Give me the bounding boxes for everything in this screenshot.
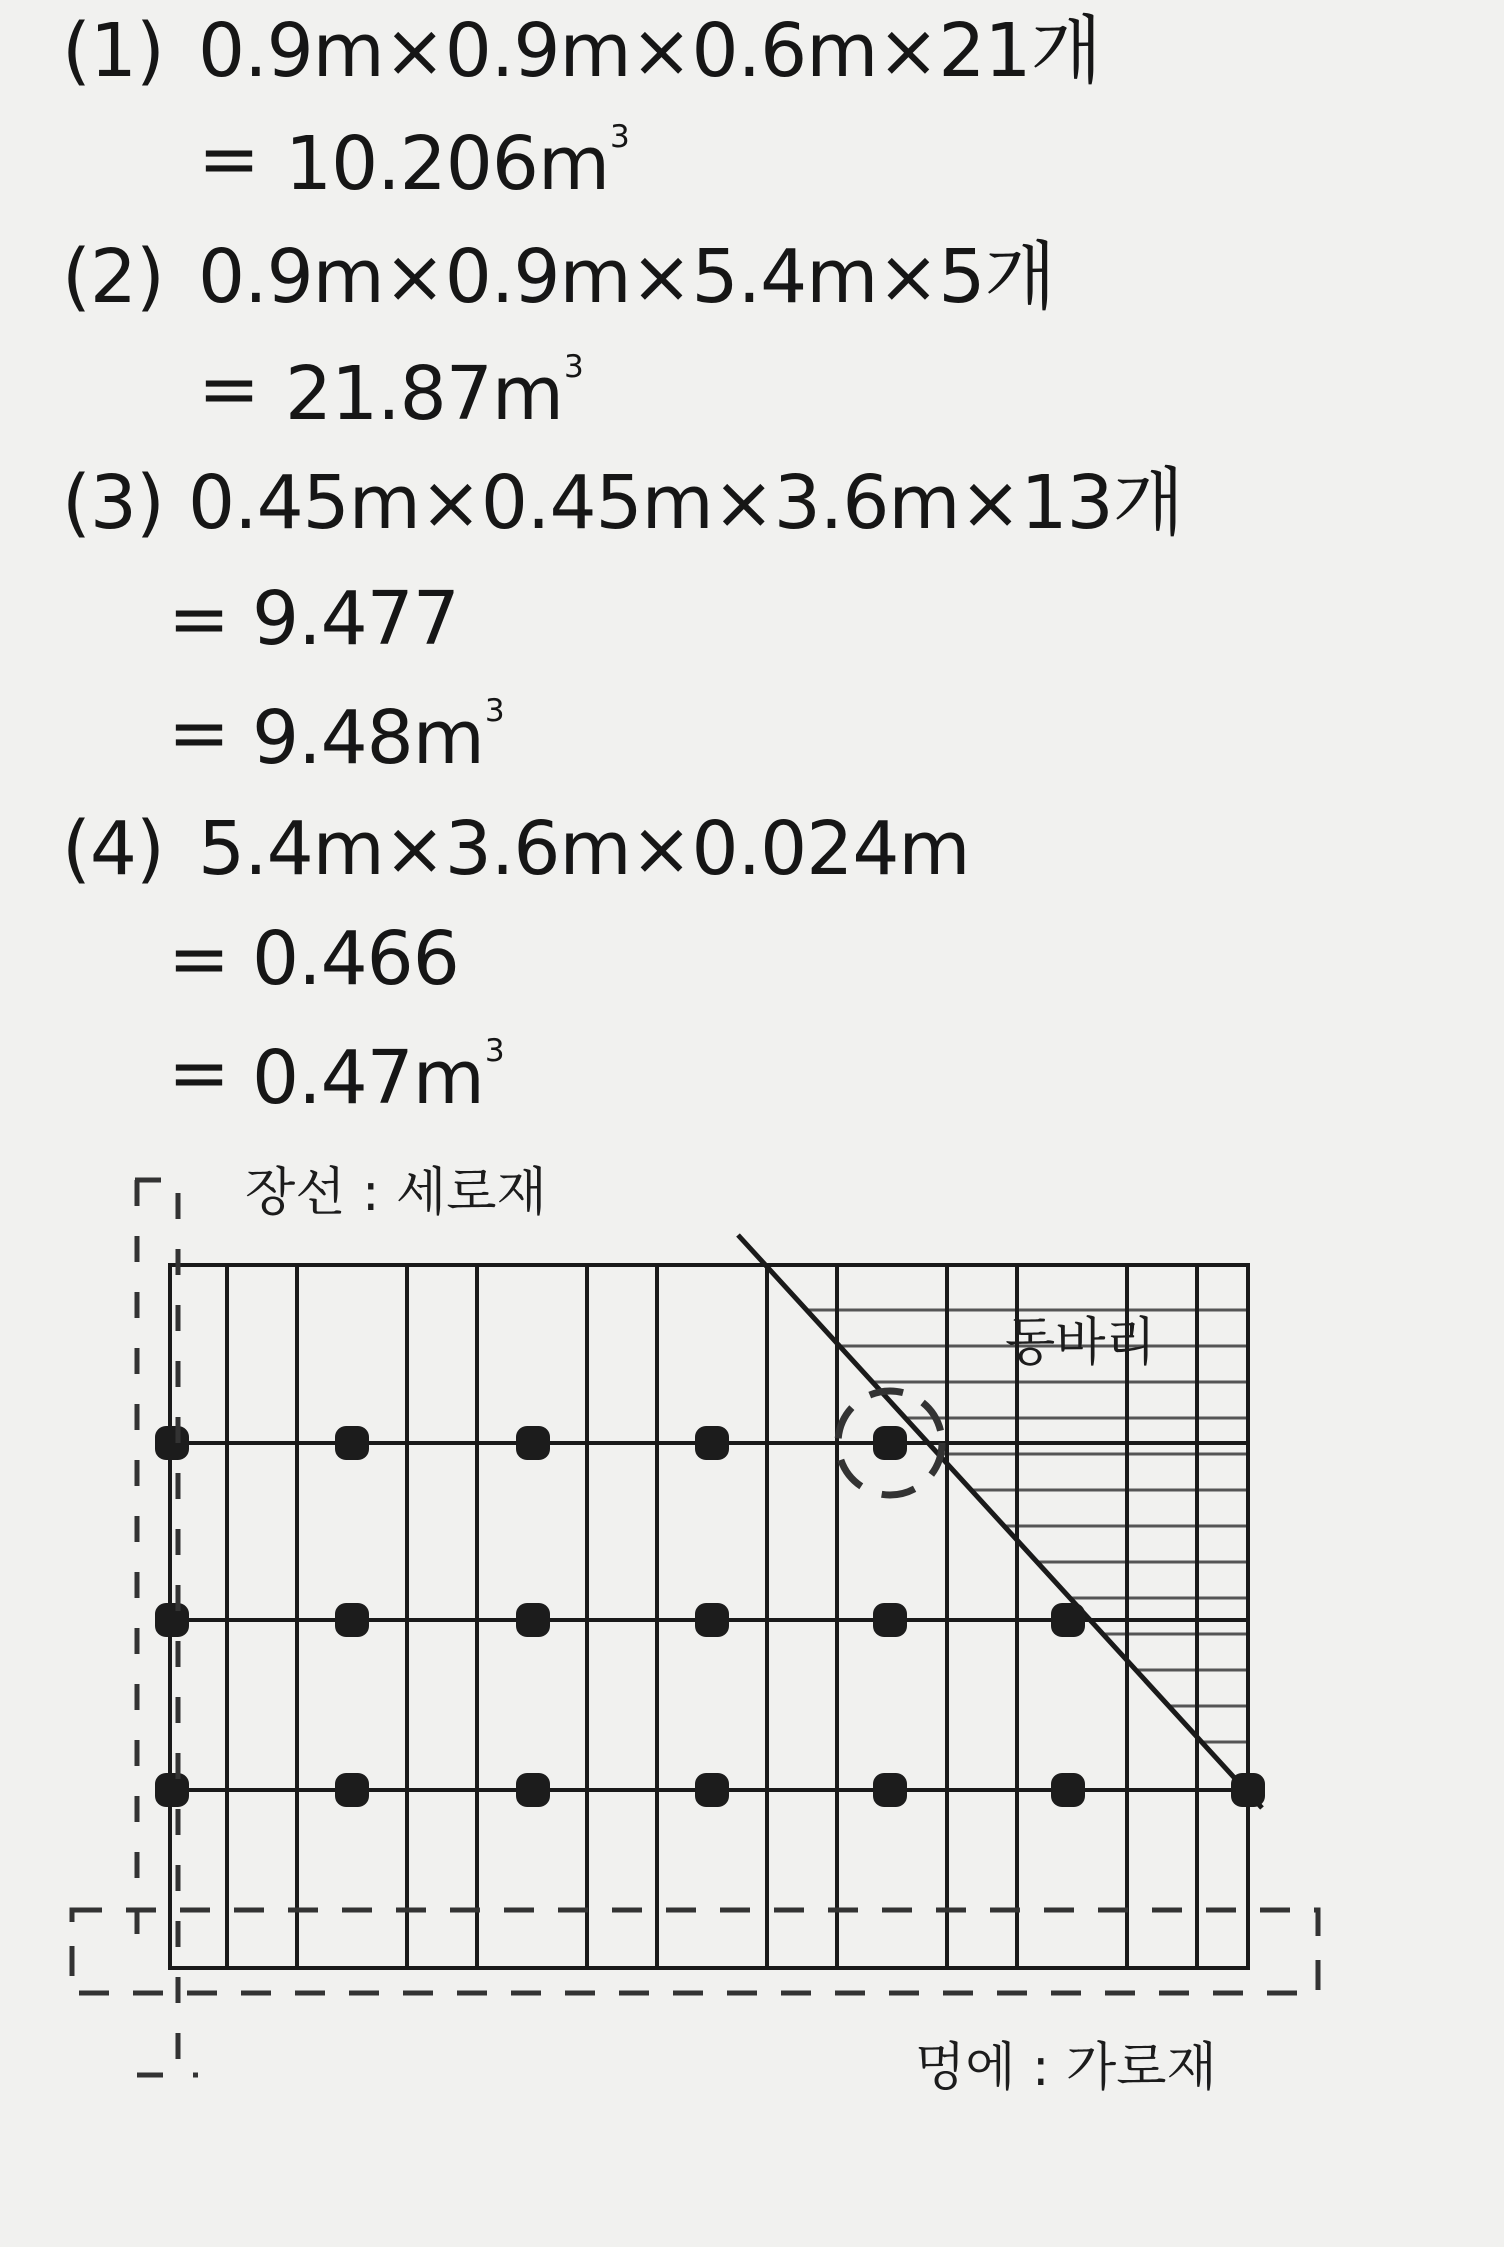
calc-expression: 0.9m×0.9m×0.6m×21개 [198, 8, 1101, 94]
shore-post [335, 1773, 369, 1807]
calc-result: $0.47m^3$ [252, 1033, 504, 1121]
calc-result: $10.206m^3$ [285, 119, 629, 207]
shore-post [873, 1426, 907, 1460]
diagonal-boundary [738, 1235, 1262, 1808]
shore-post [1051, 1603, 1085, 1637]
calc-number: (1) [62, 8, 164, 94]
shore-post [873, 1603, 907, 1637]
shore-post [155, 1773, 189, 1807]
calc-result: $9.48m^3$ [252, 693, 504, 781]
formwork-diagram [0, 1140, 1504, 2140]
calc-number: (2) [62, 234, 164, 320]
calc-number: (3) [62, 460, 164, 546]
label-beams: 멍에 : 가로재 [915, 2038, 1217, 2098]
shore-post [155, 1603, 189, 1637]
calc-result: 9.477 [252, 576, 459, 662]
equals-sign: = [198, 346, 260, 432]
calc-expression: 0.9m×0.9m×5.4m×5개 [198, 234, 1055, 320]
shore-post [516, 1773, 550, 1807]
calc-expression: 5.4m×3.6m×0.024m [198, 806, 970, 892]
shore-post [335, 1603, 369, 1637]
equals-sign: = [168, 1030, 230, 1116]
shore-post [155, 1426, 189, 1460]
shore-post [335, 1426, 369, 1460]
shore-posts [155, 1426, 1265, 1807]
shore-post [695, 1773, 729, 1807]
hatch-lines [807, 1310, 1246, 1742]
calc-result: $21.87m^3$ [285, 349, 583, 437]
shore-post [1231, 1773, 1265, 1807]
equals-sign: = [198, 116, 260, 202]
label-joists: 장선 : 세로재 [245, 1163, 547, 1223]
shore-post [516, 1603, 550, 1637]
shore-post [695, 1426, 729, 1460]
calc-number: (4) [62, 806, 164, 892]
label-shores: 동바리 [1005, 1313, 1156, 1373]
equals-sign: = [168, 916, 230, 1002]
beam-bracket [72, 1910, 1318, 1993]
calc-expression: 0.45m×0.45m×3.6m×13개 [188, 460, 1184, 546]
calc-result: 0.466 [252, 916, 459, 1002]
shore-post [1051, 1773, 1085, 1807]
equals-sign: = [168, 576, 230, 662]
shore-post [516, 1426, 550, 1460]
shore-post [695, 1603, 729, 1637]
shore-post [873, 1773, 907, 1807]
equals-sign: = [168, 690, 230, 776]
